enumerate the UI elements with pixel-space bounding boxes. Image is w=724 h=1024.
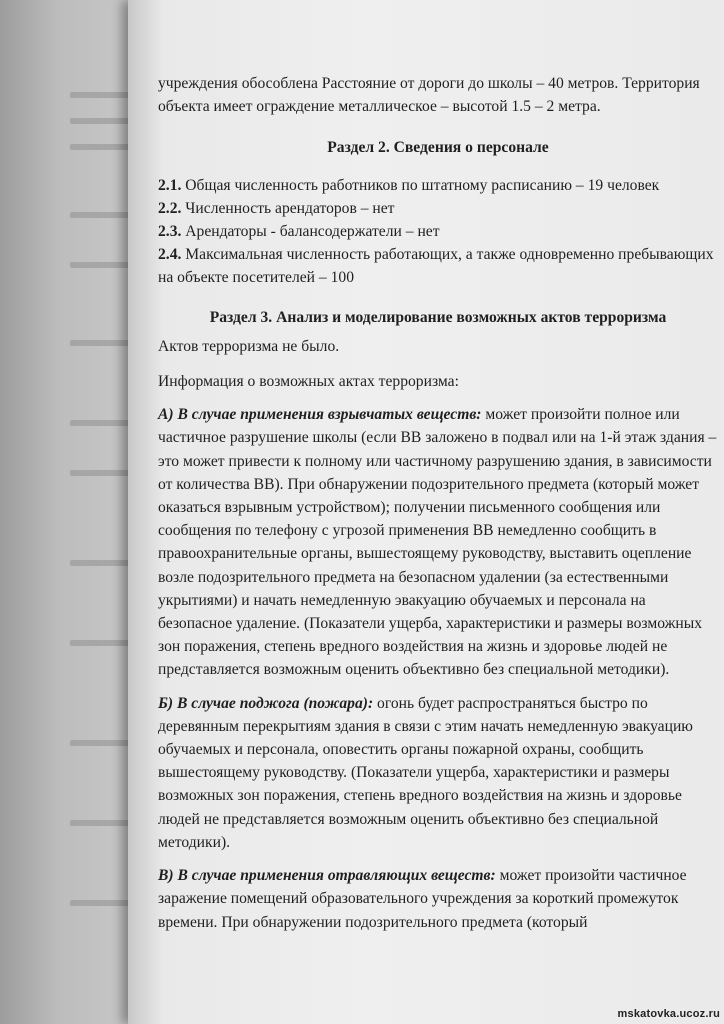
- case-b-label: Б) В случае поджога (пожара):: [158, 694, 374, 712]
- list-item-2-1: [158, 174, 718, 197]
- case-c-label: В) В случае применения отравляющих веществ:: [158, 867, 496, 885]
- item-text: Общая численность работников по штатному расписанию – 19 человек: [185, 176, 660, 194]
- case-b-text: огонь будет распространяться быстро по деревянным перекрытиям здания в связи с этим начать немедленную эвакуацию обучаемых и персонала, оповестить органы пожарной охраны, сообщить вышестоящему руководству. (Показатели ущерба, характеристики и размеры возможных зон поражения, степень вредного воздействия на жизнь и здоровье людей не представляется возможным оценить объективно без специальной методики).: [158, 694, 693, 851]
- section-3-title: Раздел 3. Анализ и моделирование возможных актов терроризма: [209, 308, 667, 326]
- item-number: 2.2.: [158, 199, 182, 217]
- no-acts-statement: Актов терроризма не было.: [158, 337, 340, 355]
- item-text: Численность арендаторов – нет: [185, 199, 395, 217]
- case-c-text: может произойти частичное заражение помещений образовательного учреждения за короткий промежуток времени. При обнаружении подозрительного предмета (который: [158, 867, 687, 931]
- item-number: 2.1.: [158, 176, 182, 194]
- info-intro: Информация о возможных актах терроризма:: [158, 373, 459, 391]
- list-item-2-3: [158, 220, 718, 243]
- item-number: 2.4.: [158, 246, 182, 264]
- case-c-paragraph: [158, 864, 718, 934]
- item-number: 2.3.: [158, 223, 182, 241]
- item-text: Максимальная численность работающих, а также одновременно пребывающих на объекте посетителей – 100: [158, 246, 714, 287]
- site-watermark: mskatovka.ucoz.ru: [617, 1008, 720, 1020]
- case-a-label: А) В случае применения взрывчатых веществ:: [158, 406, 482, 424]
- item-text: Арендаторы - балансодержатели – нет: [185, 223, 440, 241]
- case-a-text: может произойти полное или частичное разрушение школы (если ВВ заложено в подвал или на 1-й этаж здания – это может привести к полному или частичному разрушению здания, в зависимости от количества ВВ). При обнаружении подозрительного предмета (который может оказаться взрывным устройством); получении письменного сообщения или сообщения по телефону с угрозой применения ВВ немедленно сообщить в правоохранительные органы, вышестоящему руководству, выставить оцепление возле подозрительного предмета на безопасном удалении (за естественными укрытиями) и начать немедленную эвакуацию обучаемых и персонала на безопасное удаление. (Показатели ущерба, характеристики и размеры возможных зон поражения, степень вредного воздействия на жизнь и здоровье людей не представляется возможным оценить объективно без специальной методики).: [158, 406, 717, 679]
- list-item-2-4: [158, 243, 718, 289]
- document-page: [128, 0, 724, 1024]
- document-body: [158, 72, 718, 934]
- intro-paragraph: учреждения обособлена Расстояние от дороги до школы – 40 метров. Территория объекта имеет ограждение металлическое – высотой 1.5 – 2 метра.: [158, 75, 700, 116]
- list-item-2-2: [158, 197, 718, 220]
- case-a-paragraph: [158, 403, 718, 681]
- case-b-paragraph: [158, 692, 718, 854]
- section-2-title: Раздел 2. Сведения о персонале: [327, 139, 549, 157]
